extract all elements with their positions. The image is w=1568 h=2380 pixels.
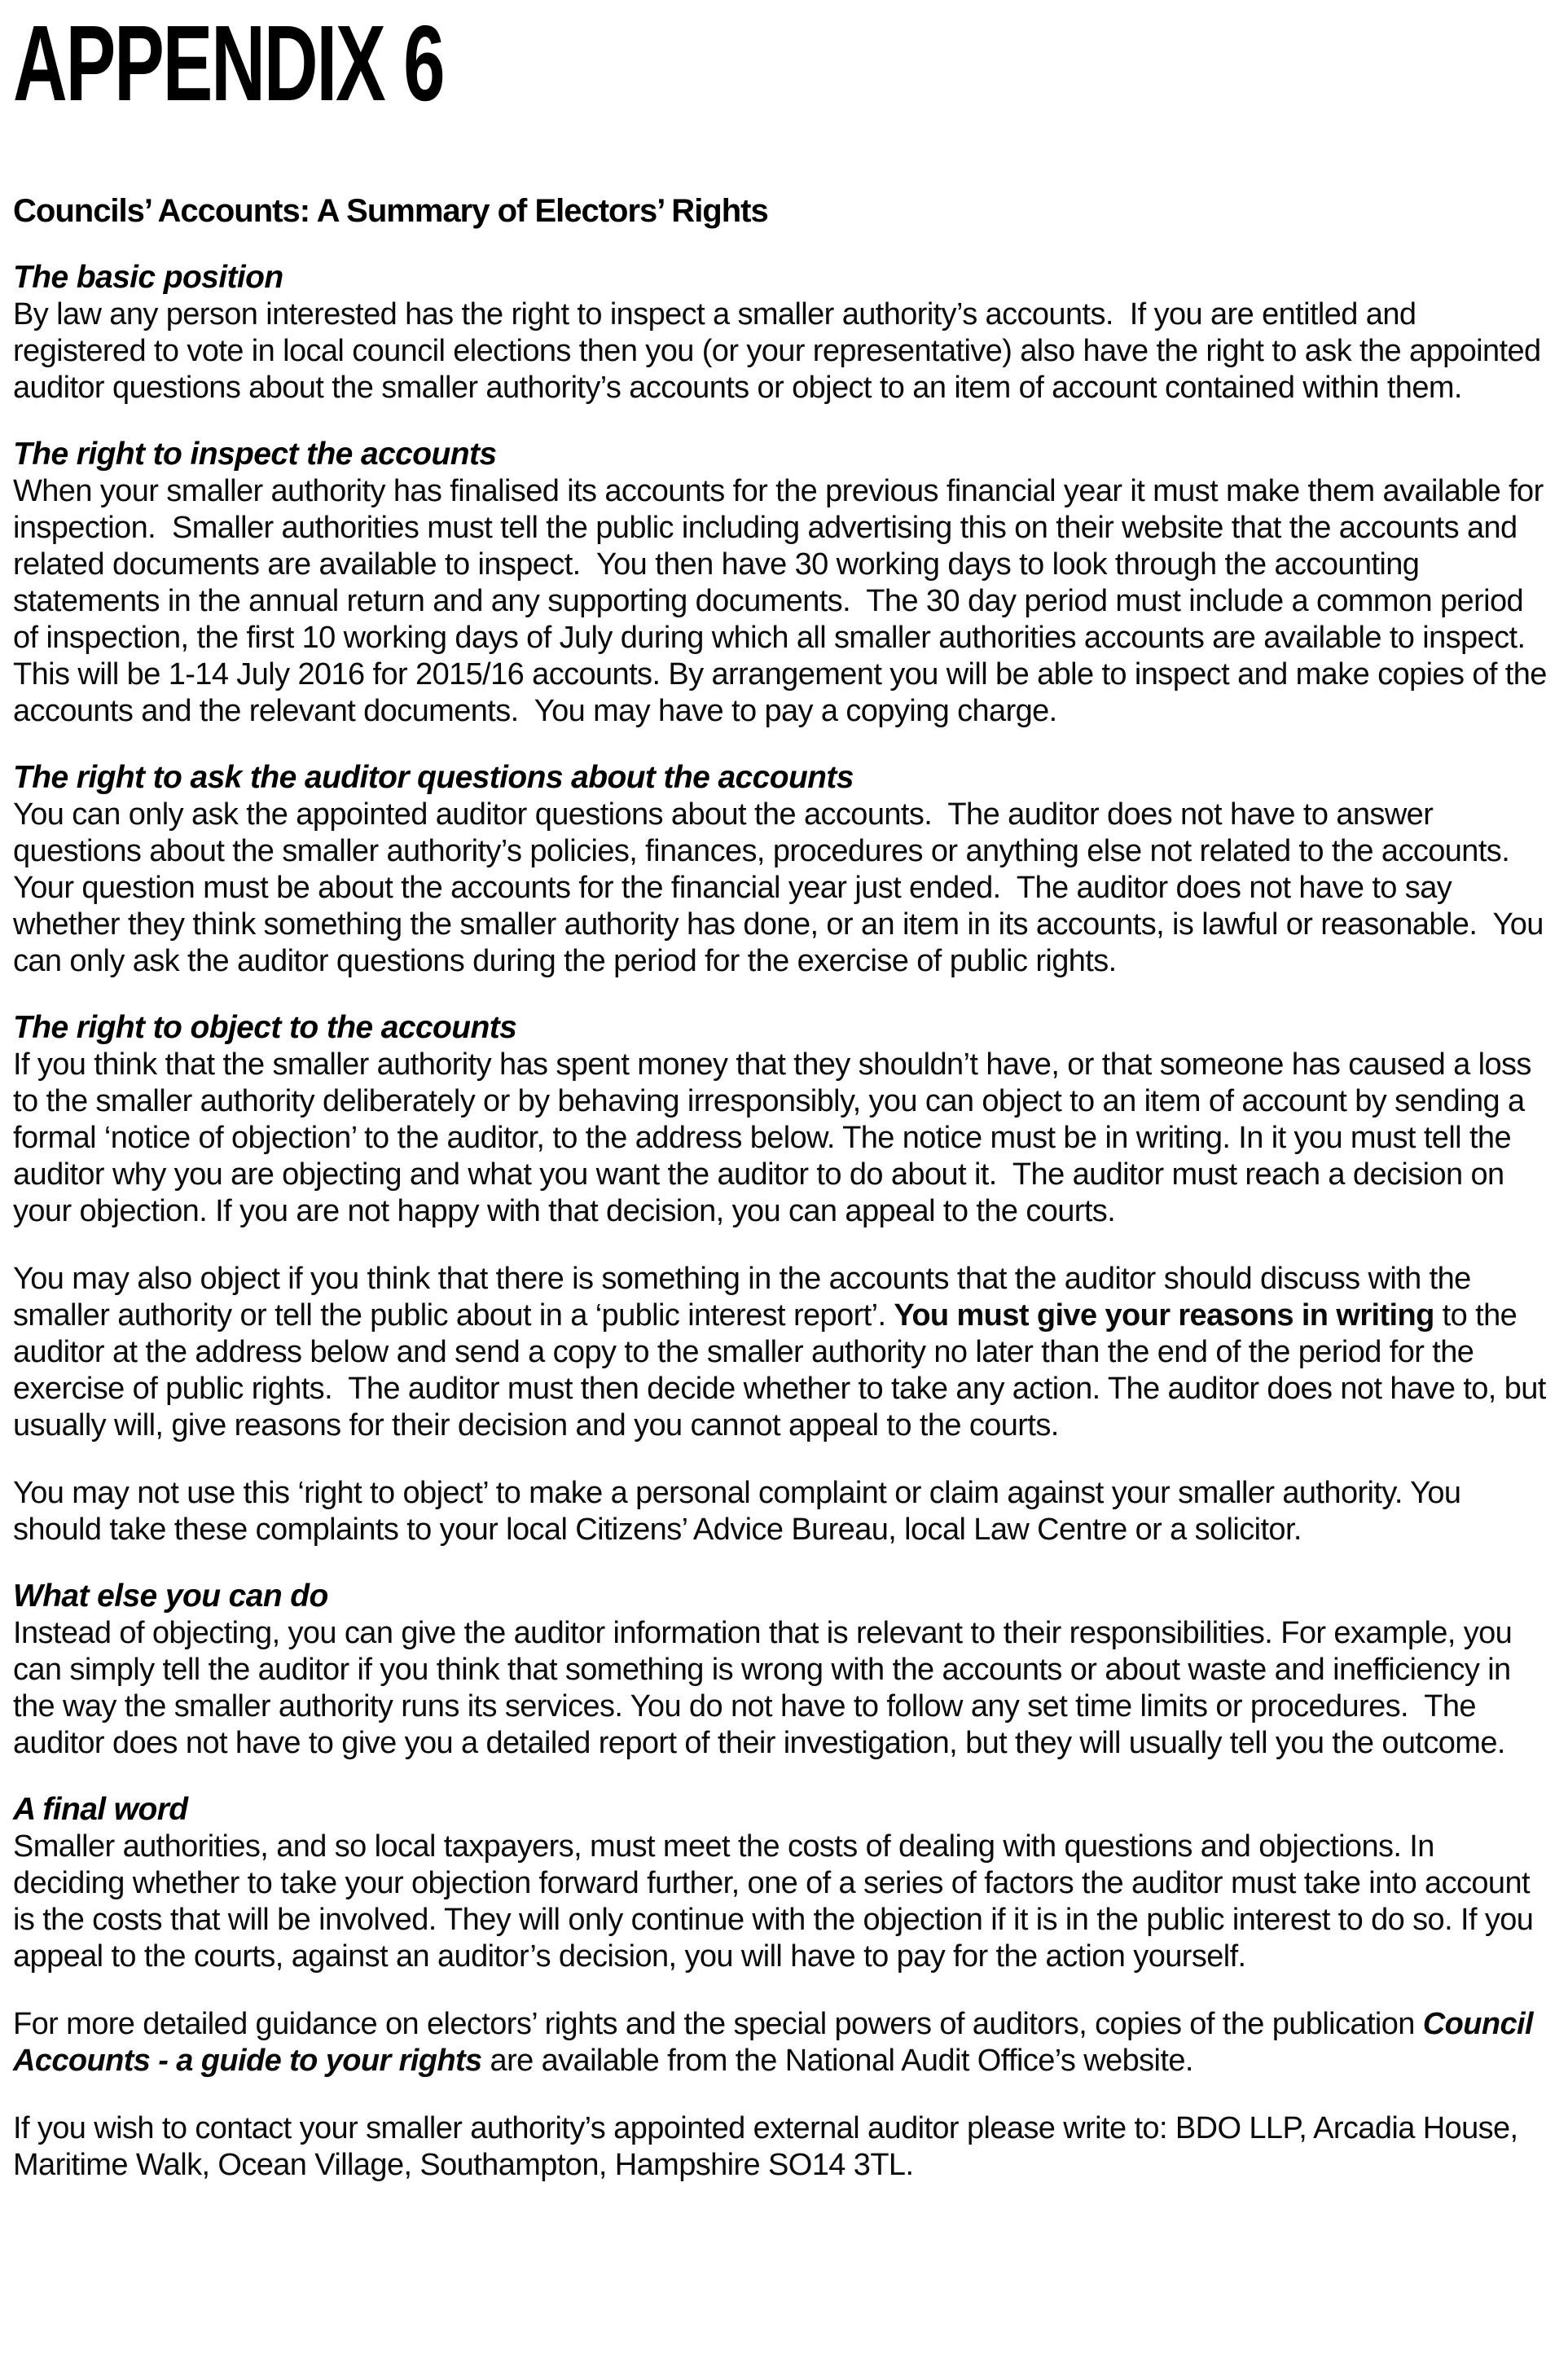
paragraph-run: You may also object if you think that there is something in the accounts that the auditor should discuss with the smaller authority or tell the public about in a ‘public interest report’. [13,1262,1479,1333]
section-heading-right-to-inspect: The right to inspect the accounts [13,437,497,472]
section-what-else-you-can-do [13,1578,1547,1762]
section-a-final-word [13,1791,1547,2184]
section-right-to-object [13,1009,1554,1548]
paragraph [13,1261,1554,1444]
paragraph: By law any person interested has the right to inspect a smaller authority’s accounts. If you are entitled and registered to vote in local council elections then you (or your representative) also have the right to ask the appointed auditor questions about the smaller authority’s accounts or object to an item of account contained within them. [13,297,1549,405]
paragraph [13,2006,1547,2079]
paragraph: Instead of objecting, you can give the auditor information that is relevant to their responsibilities. For example, you can simply tell the auditor if you think that something is wrong with the accounts or about waste and inefficiency in the way the smaller authority runs its services. You do not have to follow any set time limits or procedures. The auditor does not have to give you a detailed report of their investigation, but they will usually tell you the outcome. [13,1616,1521,1760]
doc-subtitle: Councils’ Accounts: A Summary of Electors’ Rights [13,193,768,229]
paragraph: You can only ask the appointed auditor questions about the accounts. The auditor does not have to answer questions about the smaller authority’s policies, finances, procedures or anything else not related to the accounts. Your question must be about the accounts for the financial year just ended. The auditor does not have to say whether they think something the smaller authority has done, or an item in its accounts, is lawful or reasonable. You can only ask the auditor questions during the period for the exercise of public rights. [13,797,1552,978]
section-heading-basic-position: The basic position [13,260,283,295]
section-basic-position [13,259,1547,406]
section-heading-right-to-ask-questions: The right to ask the auditor questions about the accounts [13,760,854,795]
appendix-title: APPENDIX 6 [13,3,444,123]
paragraph: If you think that the smaller authority has spent money that they shouldn’t have, or that someone has caused a loss to the smaller authority deliberately or by behaving irresponsibly, you can object to an item of account by sending a formal ‘notice of objection’ to the auditor, to the address below. The notice must be in writing. In it you must tell the auditor why you are objecting and what you want the auditor to do about it. The auditor must reach a decision on your objection. If you are not happy with that decision, you can appeal to the courts. [13,1047,1539,1228]
paragraph: Smaller authorities, and so local taxpayers, must meet the costs of dealing with questions and objections. In deciding whether to take your objection forward further, one of a series of factors the auditor must take into account is the costs that will be involved. They will only continue with the objection if it is in the public interest to do so. If you appeal to the courts, against an auditor’s decision, you will have to pay for the action yourself. [13,1829,1542,1974]
paragraph-run: are available from the National Audit Office’s website. [481,2044,1193,2078]
section-heading-what-else-you-can-do: What else you can do [13,1579,328,1614]
paragraph-run: For more detailed guidance on electors’ rights and the special powers of auditors, copies of the publication [13,2007,1423,2041]
paragraph: When your smaller authority has finalised its accounts for the previous financial year it must make them available for inspection. Smaller authorities must tell the public including advertising this on their website that the accounts and related documents are available to inspect. You then have 30 working days to look through the accounting statements in the annual return and any supporting documents. The 30 day period must include a common period of inspection, the first 10 working days of July during which all smaller authorities accounts are available to inspect. This will be 1-14 July 2016 for 2015/16 accounts. By arrangement you will be able to inspect and make copies of the accounts and the relevant documents. You may have to pay a copying charge. [13,474,1555,728]
paragraph-run: to the auditor at the address below and send a copy to the smaller authority no later than the end of the period for the exercise of public rights. The auditor must then decide whether to take any action. The auditor does not have to, but usually will, give reasons for their decision and you cannot appeal to the courts. [13,1298,1554,1442]
bold-emphasis-reasons-in-writing: You must give your reasons in writing [894,1298,1434,1333]
section-right-to-ask-questions [13,759,1552,980]
section-heading-a-final-word: A final word [13,1792,188,1827]
section-heading-right-to-object: The right to object to the accounts [13,1010,517,1045]
publication-title: Council Accounts - a guide to your rights [13,2007,1540,2078]
section-right-to-inspect [13,436,1555,730]
paragraph-auditor-address: If you wish to contact your smaller authority’s appointed external auditor please write to: BDO LLP, Arcadia House, Maritime Walk, Ocean Village, Southampton, Hampshire SO14 3TL. [13,2111,1526,2182]
doc-header [13,3,1547,230]
paragraph: You may not use this ‘right to object’ to make a personal complaint or claim against your smaller authority. You should take these complaints to your local Citizens’ Advice Bureau, local Law Centre or a solicitor. [13,1476,1469,1547]
